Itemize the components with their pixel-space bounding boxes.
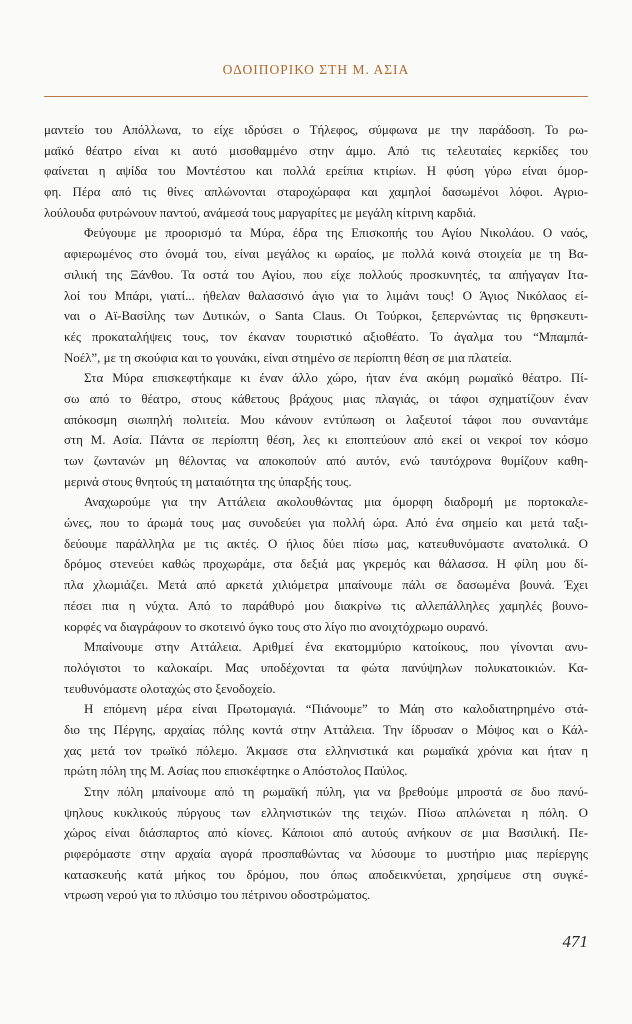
paragraph — [44, 368, 588, 492]
text-line: των ζωντανών μη θέλοντας να αποκοπούν από αυτόν, ενώ ταυτόχρονα θυμίζουν καθη- — [64, 454, 588, 468]
text-line: Φεύγουμε με προορισμό τα Μύρα, έδρα της Επισκοπής του Αγίου Νικολάου. Ο ναός, — [84, 226, 588, 241]
text-line: πλα χλωμιάζει. Μετά από αρκετά χιλιόμετρα μπαίνουμε πάλι σε δασωμένα βουνά. Έχει — [64, 578, 588, 593]
text-line: μαϊκό θέατρο είναι κι αυτό μισοθαμμένο στην άμμο. Από τις τελευταίες κερκίδες του — [44, 143, 588, 158]
paragraph — [44, 492, 588, 637]
text-line: δρόμος στενεύει καθώς προχωράμε, στα δεξιά μας γκρεμός και θάλασσα. Η φίλη μου δί- — [64, 557, 588, 572]
text-line: ώνες, που το άρωμά τους μας συνοδεύει για πολλή ώρα. Από ένα σημείο και μετά ταξι- — [64, 516, 588, 531]
paragraph — [44, 699, 588, 782]
text-line: μαντείο του Απόλλωνα, το είχε ιδρύσει ο Τήλεφος, σύμφωνα με την παράδοση. Το ρω- — [44, 123, 588, 137]
text-line: Μπαίνουμε στην Αττάλεια. Αριθμεί ένα εκατομμύριο κατοίκους, που γίνονται ανυ- — [84, 640, 588, 655]
page-number: 471 — [562, 932, 588, 951]
text-line: ψηλους κυκλικούς πύργους των ελληνιστικών της τειχών. Πίσω απλώνεται η πόλη. Ο — [64, 805, 588, 820]
paragraph — [44, 223, 588, 368]
paragraph — [44, 120, 588, 223]
running-header: ΟΔΟΙΠΟΡΙΚΟ ΣΤΗ Μ. ΑΣΙΑ — [222, 62, 410, 77]
text-line: τευθυνόμαστε ολοταχώς στο ξενοδοχείο. — [64, 681, 276, 696]
text-line: διο της Πέργης, αρχαίας πόλης κοντά στην Αττάλεια. Την ίδρυσαν ο Μόψος και ο Κάλ- — [64, 722, 588, 737]
text-line: φαίνεται η αψίδα του Μοντέστου και πολλά ερείπια κτιρίων. Η φύση γύρω είναι όμορ- — [44, 164, 588, 179]
text-line: ντρωση νερού για το πλύσιμο του πέτρινου οδοστρώματος. — [64, 888, 371, 903]
text-line: δεύουμε παράλληλα με τις ακτές. Ο ήλιος δύει πίσω μας, κατευθυνόμαστε ανατολικά. Ο — [64, 536, 588, 551]
header-rule — [44, 96, 588, 97]
text-line: πρώτη πόλη της Μ. Ασίας που επισκέφτηκε ο Απόστολος Παύλος. — [64, 764, 408, 779]
text-line: στη Μ. Ασία. Πάντα σε περίοπτη θέση, λες κι εποπτεύουν από εκεί οι νεκροί τον κόσμο — [64, 433, 588, 448]
body-text — [44, 120, 588, 906]
text-line: χώρος είναι διάσπαρτος από κίονες. Κάποιοι από αυτούς ανήκουν σε μια Βασιλική. Πε- — [64, 826, 588, 841]
text-line: ναι ο Αϊ-Βασίλης των Δυτικών, ο Santa Claus. Οι Τούρκοι, ξεπερνώντας τις θρησκευτι- — [64, 309, 588, 324]
text-line: λοί του Μπάρι, γιατί... ήθελαν θαλασσινό άγιο για το λιμάνι τους! Ο Άγιος Νικόλαος εί- — [64, 288, 588, 303]
text-line: Στην πόλη μπαίνουμε από τη ρωμαϊκή πύλη, για να βρεθούμε μπροστά σε δυο πανύ- — [84, 785, 588, 799]
paragraph — [44, 637, 588, 699]
text-line: σιλική της Ξάνθου. Τα οστά του Αγίου, που είχε πολλούς προσκυνητές, τα απήγαγαν Ιτα- — [64, 267, 588, 282]
text-line: σω από το θέατρο, στους κάθετους βράχους μιας πλαγιάς, οι τάφοι σχηματίζουν έναν — [64, 391, 588, 406]
text-line: λούλουδα φυτρώνουν παντού, ανάμεσά τους μαργαρίτες με μεγάλη κίτρινη καρδιά. — [44, 205, 477, 220]
text-line: Στα Μύρα επισκεφτήκαμε κι έναν άλλο χώρο, ήταν ένα ακόμη ρωμαϊκό θέατρο. Πί- — [84, 371, 588, 386]
text-line: αφιερωμένος στο όνομά του, είναι μεγάλος κι ωραίος, με πολλά κοινά στοιχεία με τη Βα- — [64, 247, 588, 262]
text-line: κές προκαταλήψεις τους, τον έκαναν τουριστικό αξιοθέατο. Το άγαλμα του “Μπαμπά- — [64, 329, 588, 344]
text-line: μερινά στους θνητούς τη ματαιότητα της ύπαρξής τους. — [64, 474, 352, 489]
text-line: ριφερόμαστε στην αρχαία αγορά προσπαθώντας να λύσουμε το μυστήριο μιας περίεργης — [64, 847, 588, 862]
text-line: κορφές να διαγράφουν το σκοτεινό όγκο τους στο λίγο πιο ανοιχτόχρωμο ουρανό. — [64, 619, 489, 634]
text-line: χας μετά τον τρωϊκό πόλεμο. Άκμασε στα ελληνιστικά και ρωμαϊκά χρόνια και ήταν η — [64, 743, 588, 758]
text-line: πολόγιστοι το καλοκαίρι. Μας υποδέχονται τα φώτα πανύψηλων πολυκατοικιών. Κα- — [64, 660, 588, 675]
text-line: απόκοσμη σιωπηλή πολιτεία. Μου κάνουν εντύπωση οι λαξευτοί τάφοι που συναντάμε — [64, 412, 588, 427]
text-line: Νοέλ”, με τη σκούφια και το γουνάκι, είναι στημένο σε περίοπτη θέση σε μια πλατεία. — [64, 350, 512, 365]
text-line: Η επόμενη μέρα είναι Πρωτομαγιά. “Πιάνουμε” το Μάη στο καλοδιατηρημένο στά- — [84, 702, 588, 717]
text-line: πέσει πια η νύχτα. Από το παράθυρό μου διακρίνω τις αλλεπάλληλες χαμηλές βουνο- — [64, 598, 588, 613]
paragraph — [44, 782, 588, 906]
text-line: Αναχωρούμε για την Αττάλεια ακολουθώντας μια όμορφη διαδρομή με πορτοκαλε- — [84, 495, 588, 510]
text-line: κατασκευής κατά μήκος του δρόμου, που όπως αποδεικνύεται, χρησίμευε στη συγκέ- — [64, 867, 588, 882]
text-line: φη. Πέρα από τις θίνες απλώνονται σταροχώραφα και χαμηλοί δασωμένοι λόφοι. Αγριο- — [44, 185, 588, 200]
